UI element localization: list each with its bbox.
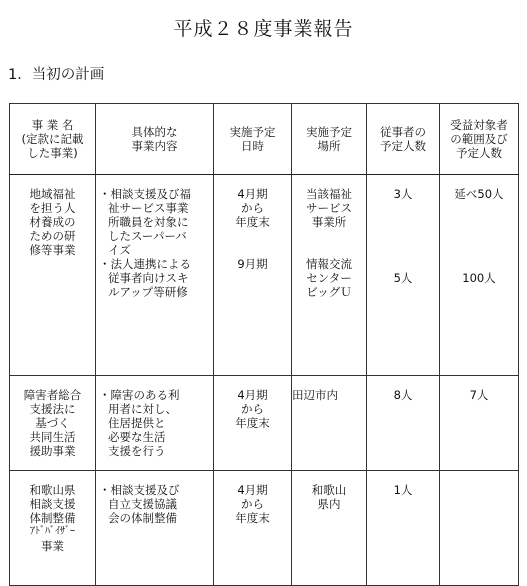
column-header-date: 実施予定 日時 [214, 104, 292, 175]
date-value: 9月期 [237, 257, 268, 271]
table-row [10, 175, 519, 376]
date-cell: 4月期 から 年度末 [214, 471, 292, 586]
place-value: 当該福祉 サービス 事業所 [306, 187, 352, 229]
place-cell [292, 175, 367, 376]
staff-cell: 8人 [367, 376, 440, 471]
date-value: 4月期 から 年度末 [235, 187, 270, 229]
date-cell [214, 175, 292, 376]
date-cell: 4月期 から 年度末 [214, 376, 292, 471]
project-name-tail: 事業 [41, 539, 64, 553]
column-header-staff: 従事者の 予定人数 [367, 104, 440, 175]
table-header-row [10, 104, 519, 175]
content-cell [96, 471, 214, 586]
place-cell: 田辺市内 [292, 376, 367, 471]
content-item: ・障害のある利 用者に対し、 住居提供と 必要な生活 支援を行う [99, 388, 180, 458]
project-name-main: 和歌山県 相談支援 体制整備 [29, 483, 76, 525]
beneficiaries-cell [440, 471, 519, 586]
beneficiaries-cell: 7人 [440, 376, 519, 471]
staff-cell: 1人 [367, 471, 440, 586]
staff-value: 5人 [393, 271, 413, 285]
staff-cell [367, 175, 440, 376]
project-name-cell: 障害者総合 支援法に 基づく 共同生活 援助事業 [10, 376, 96, 471]
column-header-beneficiaries: 受益対象者 の範囲及び 予定人数 [440, 104, 519, 175]
section-heading: 1．当初の計画 [8, 67, 105, 83]
place-value: 情報交流 センター ビッグＵ [306, 257, 352, 299]
column-header-place: 実施予定 場所 [292, 104, 367, 175]
beneficiaries-value: 延べ50人 [454, 187, 504, 201]
column-header-content: 具体的な 事業内容 [96, 104, 214, 175]
project-name-cell: 地域福祉 を担う人 材養成の ための研 修等事業 [10, 175, 96, 376]
content-item: ・法人連携による 従事者向けスキ ルアップ等研修 [99, 257, 191, 299]
plan-table [9, 103, 519, 586]
beneficiaries-cell [440, 175, 519, 376]
column-header-project-name: 事 業 名 (定款に記載 した事業) [10, 104, 96, 175]
project-name-cell [10, 471, 96, 586]
project-name-small: ｱﾄﾞﾊﾞｲｻﾞｰ [30, 526, 75, 537]
beneficiaries-value: 100人 [462, 271, 496, 285]
content-item: ・相談支援及び福 祉サービス事業 所職員を対象に したスーパーバ イズ [99, 187, 191, 257]
staff-value: 3人 [393, 187, 413, 201]
content-item: ・相談支援及び 自立支援協議 会の体制整備 [99, 483, 180, 525]
place-cell: 和歌山 県内 [292, 471, 367, 586]
content-cell [96, 175, 214, 376]
page-title: 平成２８度事業報告 [173, 18, 354, 40]
table-row [10, 471, 519, 586]
table-row [10, 376, 519, 471]
content-cell [96, 376, 214, 471]
